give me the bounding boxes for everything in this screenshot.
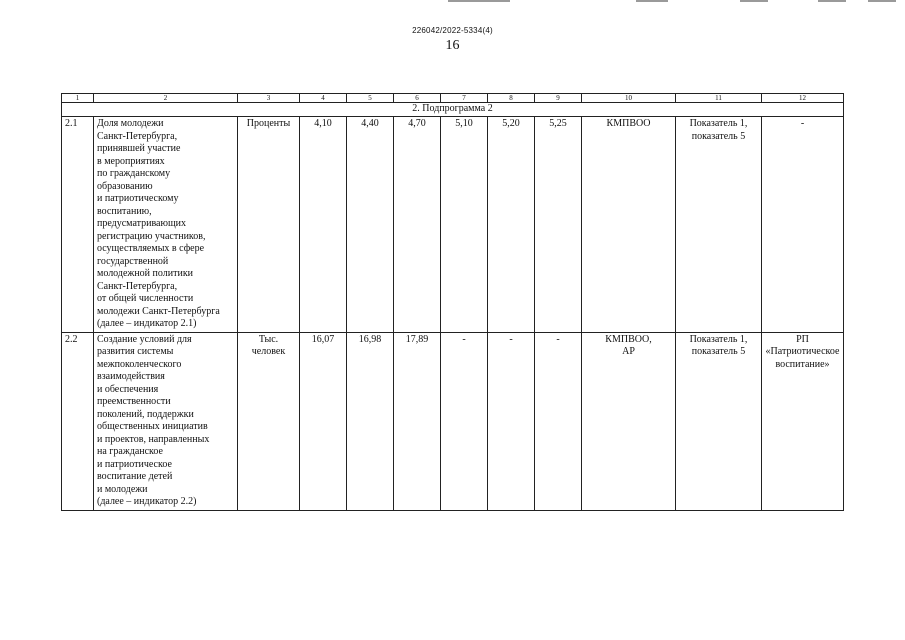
column-number: 8 <box>488 94 535 103</box>
indicator-table <box>61 93 844 511</box>
table-row <box>62 117 844 333</box>
column-number: 1 <box>62 94 94 103</box>
column-number: 6 <box>394 94 441 103</box>
column-number: 11 <box>676 94 762 103</box>
top-edge-line <box>448 0 510 2</box>
indicator-link-cell: Показатель 1, показатель 5 <box>676 117 762 333</box>
value-cell: 5,25 <box>535 117 582 333</box>
executor-cell: КМПВОО <box>582 117 676 333</box>
document-number: 226042/2022-5334(4) <box>412 26 493 35</box>
column-number: 2 <box>94 94 238 103</box>
indicator-description: Доля молодежи Санкт-Петербурга, принявшей участие в мероприятиях по гражданскому образованию и патриотическому воспитанию, предусматривающих регистрацию участников, осуществляемых в сфере государственной молодежной политики Санкт-Петербурга, от общей численности молодежи Санкт-Петербурга (далее – индикатор 2.1) <box>94 117 238 333</box>
note-cell: - <box>762 117 844 333</box>
column-number: 7 <box>441 94 488 103</box>
unit-cell: Проценты <box>238 117 300 333</box>
column-number: 3 <box>238 94 300 103</box>
table-row <box>62 332 844 510</box>
value-cell: 5,10 <box>441 117 488 333</box>
executor-cell: КМПВОО, АР <box>582 332 676 510</box>
row-number: 2.2 <box>62 332 94 510</box>
top-edge-line <box>818 0 846 2</box>
row-number: 2.1 <box>62 117 94 333</box>
value-cell: 16,07 <box>300 332 347 510</box>
column-number: 10 <box>582 94 676 103</box>
column-number: 4 <box>300 94 347 103</box>
top-edge-line <box>868 0 896 2</box>
indicator-link-cell: Показатель 1, показатель 5 <box>676 332 762 510</box>
column-number: 12 <box>762 94 844 103</box>
page-number: 16 <box>445 38 460 53</box>
unit-cell: Тыс. человек <box>238 332 300 510</box>
value-cell: - <box>488 332 535 510</box>
section-title: 2. Подпрограмма 2 <box>62 103 844 117</box>
column-number: 9 <box>535 94 582 103</box>
value-cell: 17,89 <box>394 332 441 510</box>
column-number-row <box>62 94 844 103</box>
column-number: 5 <box>347 94 394 103</box>
value-cell: 4,70 <box>394 117 441 333</box>
top-edge-line <box>740 0 768 2</box>
value-cell: 4,10 <box>300 117 347 333</box>
indicator-description: Создание условий для развития системы межпоколенческого взаимодействия и обеспечения преемственности поколений, поддержки общественных инициатив и проектов, направленных на гражданское и патриотическое воспитание детей и молодежи (далее – индикатор 2.2) <box>94 332 238 510</box>
value-cell: 5,20 <box>488 117 535 333</box>
value-cell: - <box>441 332 488 510</box>
top-edge-line <box>636 0 668 2</box>
value-cell: - <box>535 332 582 510</box>
value-cell: 16,98 <box>347 332 394 510</box>
section-row <box>62 103 844 117</box>
note-cell: РП «Патриотическое воспитание» <box>762 332 844 510</box>
value-cell: 4,40 <box>347 117 394 333</box>
